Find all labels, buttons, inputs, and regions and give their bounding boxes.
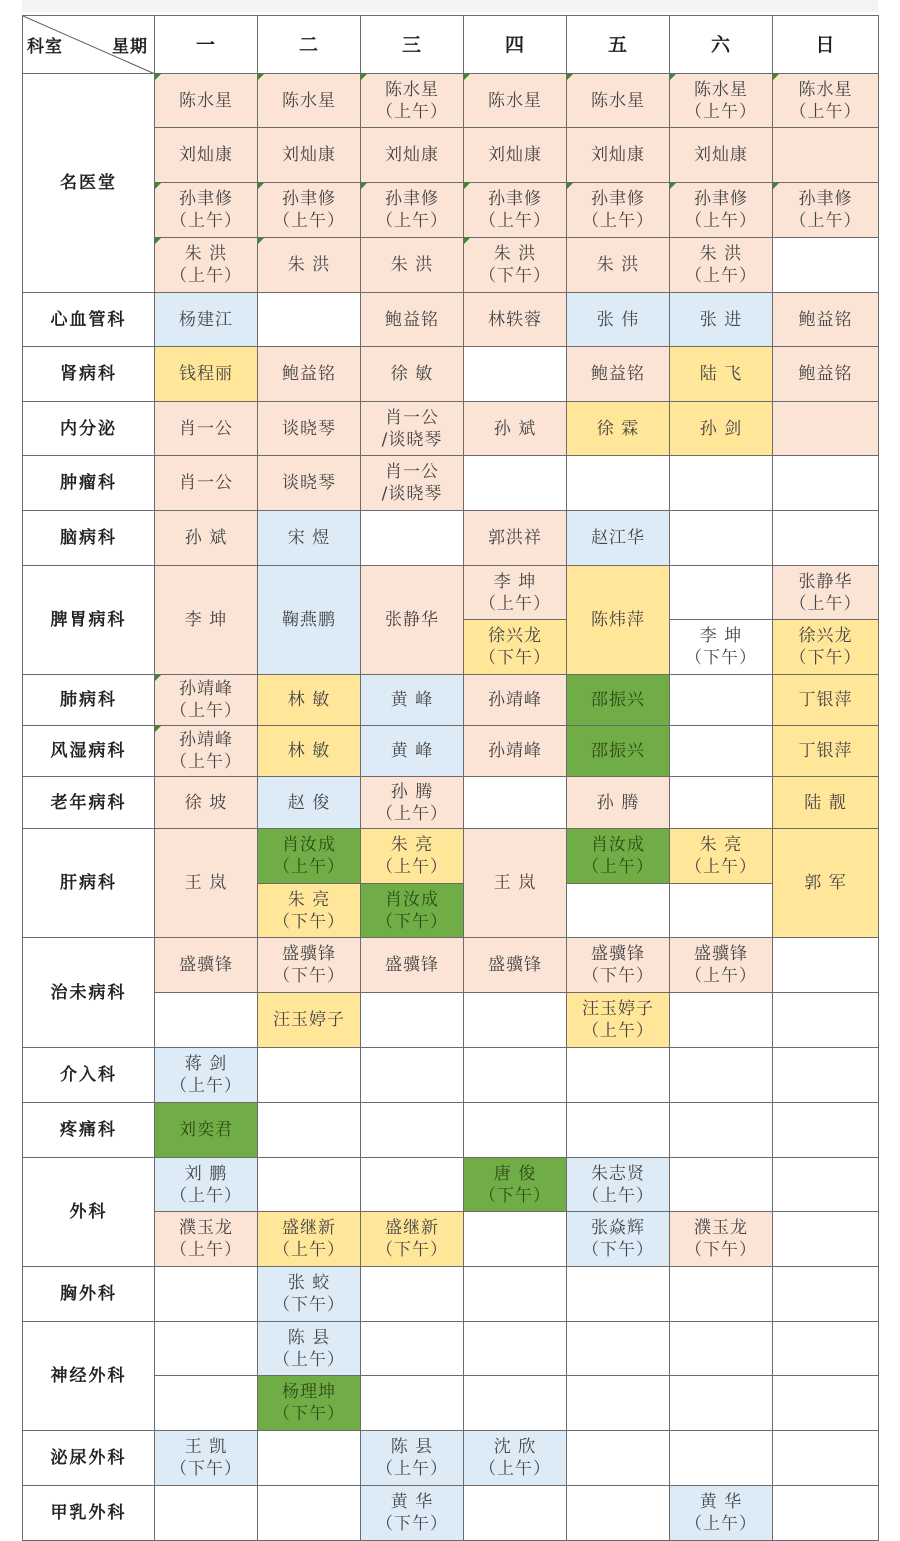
schedule-cell: 盛继新 （上午） [258, 1212, 361, 1267]
schedule-cell: 孙靖峰 [464, 726, 567, 777]
schedule-cell: 蒋 剑 （上午） [155, 1048, 258, 1103]
schedule-cell [773, 402, 879, 456]
schedule-cell: 孙聿修 （上午） [258, 183, 361, 238]
dept-piwei: 脾胃病科 [23, 566, 155, 675]
schedule-cell [773, 1486, 879, 1541]
day-header-3: 三 [361, 16, 464, 74]
schedule-cell [670, 993, 773, 1048]
schedule-cell [155, 993, 258, 1048]
schedule-cell: 杨理坤 （下午） [258, 1376, 361, 1431]
schedule-cell: 徐兴龙 （下午） [464, 620, 567, 675]
schedule-cell: 陈 县 （上午） [258, 1322, 361, 1376]
schedule-cell: 王 岚 [464, 829, 567, 938]
schedule-cell [258, 1158, 361, 1212]
schedule-cell: 盛骥锋 [361, 938, 464, 993]
schedule-cell: 孙聿修 （上午） [155, 183, 258, 238]
schedule-cell: 徐 敏 [361, 347, 464, 402]
schedule-cell: 朱 洪 [258, 238, 361, 293]
schedule-cell [670, 511, 773, 566]
schedule-cell: 鲍益铭 [361, 293, 464, 347]
schedule-cell: 徐兴龙 （下午） [773, 620, 879, 675]
schedule-cell [567, 1322, 670, 1376]
day-header-6: 六 [670, 16, 773, 74]
dept-zhongliu: 肿瘤科 [23, 456, 155, 511]
schedule-cell [258, 1103, 361, 1158]
schedule-cell [773, 456, 879, 511]
schedule-cell: 汪玉婷子 [258, 993, 361, 1048]
dept-laonian: 老年病科 [23, 777, 155, 829]
schedule-cell [464, 1048, 567, 1103]
schedule-cell: 朱 洪 （下午） [464, 238, 567, 293]
schedule-cell: 朱 洪 [567, 238, 670, 293]
dept-feibing: 肺病科 [23, 675, 155, 726]
day-header-7: 日 [773, 16, 879, 74]
schedule-cell: 濮玉龙 （下午） [670, 1212, 773, 1267]
schedule-cell [773, 1322, 879, 1376]
schedule-cell [773, 1048, 879, 1103]
schedule-cell: 李 坤 （下午） [670, 620, 773, 675]
schedule-cell: 赵 俊 [258, 777, 361, 829]
schedule-cell [464, 1212, 567, 1267]
schedule-cell: 沈 欣 （上午） [464, 1431, 567, 1486]
schedule-cell [567, 1431, 670, 1486]
dept-jiaru: 甲乳外科 [23, 1486, 155, 1541]
schedule-cell [670, 777, 773, 829]
table-row [23, 1048, 879, 1103]
schedule-cell [464, 1486, 567, 1541]
schedule-cell [670, 1322, 773, 1376]
schedule-cell [670, 1431, 773, 1486]
schedule-cell: 孙聿修 （上午） [670, 183, 773, 238]
dept-miniao: 泌尿外科 [23, 1431, 155, 1486]
schedule-cell: 张静华 （上午） [773, 566, 879, 620]
schedule-cell [258, 1431, 361, 1486]
schedule-cell: 鲍益铭 [773, 347, 879, 402]
schedule-cell: 朱 洪 （上午） [670, 238, 773, 293]
dept-mingyitang: 名医堂 [23, 74, 155, 293]
schedule-cell: 刘灿康 [670, 128, 773, 183]
schedule-cell [773, 1267, 879, 1322]
schedule-cell: 陈水星 [464, 74, 567, 128]
schedule-cell: 陈炜萍 [567, 566, 670, 675]
schedule-cell: 刘灿康 [258, 128, 361, 183]
schedule-cell: 陆 靓 [773, 777, 879, 829]
schedule-cell [670, 1103, 773, 1158]
schedule-cell: 孙聿修 （上午） [773, 183, 879, 238]
dept-xinxueguan: 心血管科 [23, 293, 155, 347]
schedule-cell: 濮玉龙 （上午） [155, 1212, 258, 1267]
schedule-cell: 孙 斌 [155, 511, 258, 566]
schedule-cell: 丁银萍 [773, 726, 879, 777]
schedule-cell: 陆 飞 [670, 347, 773, 402]
schedule-cell: 杨建江 [155, 293, 258, 347]
dept-neifenmi: 内分泌 [23, 402, 155, 456]
schedule-cell: 林轶蓉 [464, 293, 567, 347]
schedule-cell: 孙 剑 [670, 402, 773, 456]
top-bar [22, 0, 878, 12]
schedule-cell [361, 511, 464, 566]
schedule-cell [464, 347, 567, 402]
table-row [23, 1322, 879, 1376]
schedule-cell [670, 456, 773, 511]
schedule-cell: 孙聿修 （上午） [361, 183, 464, 238]
schedule-cell: 宋 煜 [258, 511, 361, 566]
schedule-cell [361, 1158, 464, 1212]
day-header-2: 二 [258, 16, 361, 74]
schedule-cell [773, 511, 879, 566]
schedule-cell [464, 1267, 567, 1322]
dept-xiongwai: 胸外科 [23, 1267, 155, 1322]
schedule-cell [464, 777, 567, 829]
schedule-cell: 张 进 [670, 293, 773, 347]
table-row [23, 74, 879, 128]
schedule-cell: 黄 峰 [361, 675, 464, 726]
schedule-cell: 朱 亮 （下午） [258, 884, 361, 938]
schedule-cell: 孙 腾 [567, 777, 670, 829]
schedule-cell [567, 456, 670, 511]
day-header-5: 五 [567, 16, 670, 74]
table-row [23, 1267, 879, 1322]
schedule-cell: 林 敏 [258, 675, 361, 726]
schedule-cell: 孙 腾 （上午） [361, 777, 464, 829]
dept-jieru: 介入科 [23, 1048, 155, 1103]
schedule-cell: 盛骥锋 （下午） [258, 938, 361, 993]
schedule-cell [773, 1431, 879, 1486]
schedule-cell: 孙 斌 [464, 402, 567, 456]
table-row [23, 675, 879, 726]
schedule-cell: 丁银萍 [773, 675, 879, 726]
schedule-cell [361, 993, 464, 1048]
schedule-cell [670, 675, 773, 726]
schedule-cell [773, 1103, 879, 1158]
day-header-1: 一 [155, 16, 258, 74]
schedule-cell [361, 1267, 464, 1322]
schedule-cell: 张 伟 [567, 293, 670, 347]
schedule-cell [670, 726, 773, 777]
schedule-cell: 刘 鹏 （上午） [155, 1158, 258, 1212]
schedule-cell: 朱志贤 （上午） [567, 1158, 670, 1212]
dept-shenjing: 神经外科 [23, 1322, 155, 1431]
schedule-cell: 孙靖峰 （上午） [155, 675, 258, 726]
schedule-cell: 黄 华 （上午） [670, 1486, 773, 1541]
dept-waike: 外科 [23, 1158, 155, 1267]
corner-dept-label: 科室 [27, 37, 63, 57]
schedule-cell: 陈水星 （上午） [361, 74, 464, 128]
schedule-cell: 赵江华 [567, 511, 670, 566]
schedule-cell: 孙聿修 （上午） [567, 183, 670, 238]
schedule-cell: 王 岚 [155, 829, 258, 938]
schedule-cell: 孙聿修 （上午） [464, 183, 567, 238]
schedule-cell [567, 1048, 670, 1103]
dept-ganbing: 肝病科 [23, 829, 155, 938]
schedule-cell [155, 1486, 258, 1541]
schedule-cell [670, 566, 773, 620]
table-row [23, 1103, 879, 1158]
schedule-cell: 徐 坡 [155, 777, 258, 829]
schedule-cell: 肖汝成 （上午） [258, 829, 361, 884]
schedule-cell: 陈水星 [567, 74, 670, 128]
schedule-cell: 肖一公 /谈晓琴 [361, 456, 464, 511]
schedule-cell: 肖一公 [155, 456, 258, 511]
schedule-cell: 汪玉婷子 （上午） [567, 993, 670, 1048]
schedule-cell: 郭洪祥 [464, 511, 567, 566]
schedule-cell [773, 128, 879, 183]
schedule-cell: 唐 俊 （下午） [464, 1158, 567, 1212]
schedule-cell [464, 1322, 567, 1376]
schedule-cell [361, 1103, 464, 1158]
schedule-cell: 张焱辉 （下午） [567, 1212, 670, 1267]
schedule-cell: 黄 华 （下午） [361, 1486, 464, 1541]
corner-cell [23, 16, 155, 74]
schedule-cell: 林 敏 [258, 726, 361, 777]
corner-week-label: 星期 [112, 37, 148, 57]
schedule-cell [773, 1376, 879, 1431]
schedule-cell: 鞠燕鹏 [258, 566, 361, 675]
schedule-cell: 刘奕君 [155, 1103, 258, 1158]
schedule-cell [773, 1212, 879, 1267]
schedule-cell: 朱 洪 [361, 238, 464, 293]
schedule-cell: 朱 亮 （上午） [670, 829, 773, 884]
schedule-cell: 鲍益铭 [567, 347, 670, 402]
schedule-cell [361, 1048, 464, 1103]
table-row [23, 777, 879, 829]
schedule-cell: 盛继新 （下午） [361, 1212, 464, 1267]
schedule-cell: 陈水星 [258, 74, 361, 128]
schedule-cell: 刘灿康 [155, 128, 258, 183]
table-row [23, 456, 879, 511]
table-row [23, 726, 879, 777]
schedule-cell: 徐 霖 [567, 402, 670, 456]
schedule-cell: 邵振兴 [567, 675, 670, 726]
schedule-cell: 肖汝成 （上午） [567, 829, 670, 884]
schedule-cell [258, 293, 361, 347]
schedule-cell [155, 1376, 258, 1431]
schedule-cell: 陈水星 （上午） [773, 74, 879, 128]
table-row [23, 1486, 879, 1541]
schedule-cell: 李 坤 [155, 566, 258, 675]
schedule-cell: 朱 洪 （上午） [155, 238, 258, 293]
schedule-table [22, 15, 879, 1541]
schedule-cell: 鲍益铭 [773, 293, 879, 347]
schedule-cell: 张静华 [361, 566, 464, 675]
table-row [23, 1158, 879, 1212]
table-row [23, 293, 879, 347]
day-header-4: 四 [464, 16, 567, 74]
schedule-cell [670, 1267, 773, 1322]
schedule-cell [773, 993, 879, 1048]
schedule-cell: 盛骥锋 （上午） [670, 938, 773, 993]
dept-tengtong: 疼痛科 [23, 1103, 155, 1158]
schedule-cell: 肖一公 [155, 402, 258, 456]
schedule-cell [773, 238, 879, 293]
table-row [23, 566, 879, 620]
schedule-cell [670, 1048, 773, 1103]
table-row [23, 829, 879, 884]
table-row [23, 347, 879, 402]
schedule-cell [567, 1376, 670, 1431]
schedule-cell: 孙靖峰 （上午） [155, 726, 258, 777]
schedule-cell [567, 884, 670, 938]
dept-zhiwei: 治未病科 [23, 938, 155, 1048]
schedule-cell [567, 1267, 670, 1322]
schedule-cell [567, 1486, 670, 1541]
schedule-cell [361, 1322, 464, 1376]
schedule-cell [464, 1376, 567, 1431]
schedule-cell: 谈晓琴 [258, 402, 361, 456]
schedule-cell: 张 蛟 （下午） [258, 1267, 361, 1322]
schedule-cell: 黄 峰 [361, 726, 464, 777]
schedule-cell: 钱程丽 [155, 347, 258, 402]
schedule-cell: 盛骥锋 [155, 938, 258, 993]
schedule-cell [258, 1486, 361, 1541]
schedule-cell: 刘灿康 [361, 128, 464, 183]
schedule-cell: 谈晓琴 [258, 456, 361, 511]
dept-naobing: 脑病科 [23, 511, 155, 566]
schedule-cell [567, 1103, 670, 1158]
schedule-cell [670, 884, 773, 938]
schedule-cell: 刘灿康 [567, 128, 670, 183]
header-row [23, 16, 879, 74]
schedule-cell: 肖汝成 （下午） [361, 884, 464, 938]
table-row [23, 938, 879, 993]
schedule-cell: 孙靖峰 [464, 675, 567, 726]
schedule-cell: 郭 军 [773, 829, 879, 938]
schedule-cell [670, 1376, 773, 1431]
schedule-cell: 朱 亮 （上午） [361, 829, 464, 884]
schedule-cell: 刘灿康 [464, 128, 567, 183]
schedule-cell: 陈水星 （上午） [670, 74, 773, 128]
schedule-cell [155, 1322, 258, 1376]
schedule-cell: 李 坤 （上午） [464, 566, 567, 620]
schedule-cell [773, 938, 879, 993]
schedule-cell [155, 1267, 258, 1322]
schedule-cell [258, 1048, 361, 1103]
schedule-cell: 肖一公 /谈晓琴 [361, 402, 464, 456]
schedule-cell [464, 456, 567, 511]
schedule-cell: 邵振兴 [567, 726, 670, 777]
table-row [23, 1431, 879, 1486]
schedule-cell: 盛骥锋 （下午） [567, 938, 670, 993]
schedule-cell: 陈 县 （上午） [361, 1431, 464, 1486]
schedule-cell [773, 1158, 879, 1212]
schedule-cell: 陈水星 [155, 74, 258, 128]
table-row [23, 511, 879, 566]
schedule-cell [361, 1376, 464, 1431]
schedule-cell: 王 凯 （下午） [155, 1431, 258, 1486]
dept-fengshi: 风湿病科 [23, 726, 155, 777]
schedule-cell [464, 993, 567, 1048]
schedule-cell [670, 1158, 773, 1212]
schedule-cell [464, 1103, 567, 1158]
schedule-cell: 鲍益铭 [258, 347, 361, 402]
dept-shenbing: 肾病科 [23, 347, 155, 402]
table-row [23, 402, 879, 456]
schedule-cell: 盛骥锋 [464, 938, 567, 993]
